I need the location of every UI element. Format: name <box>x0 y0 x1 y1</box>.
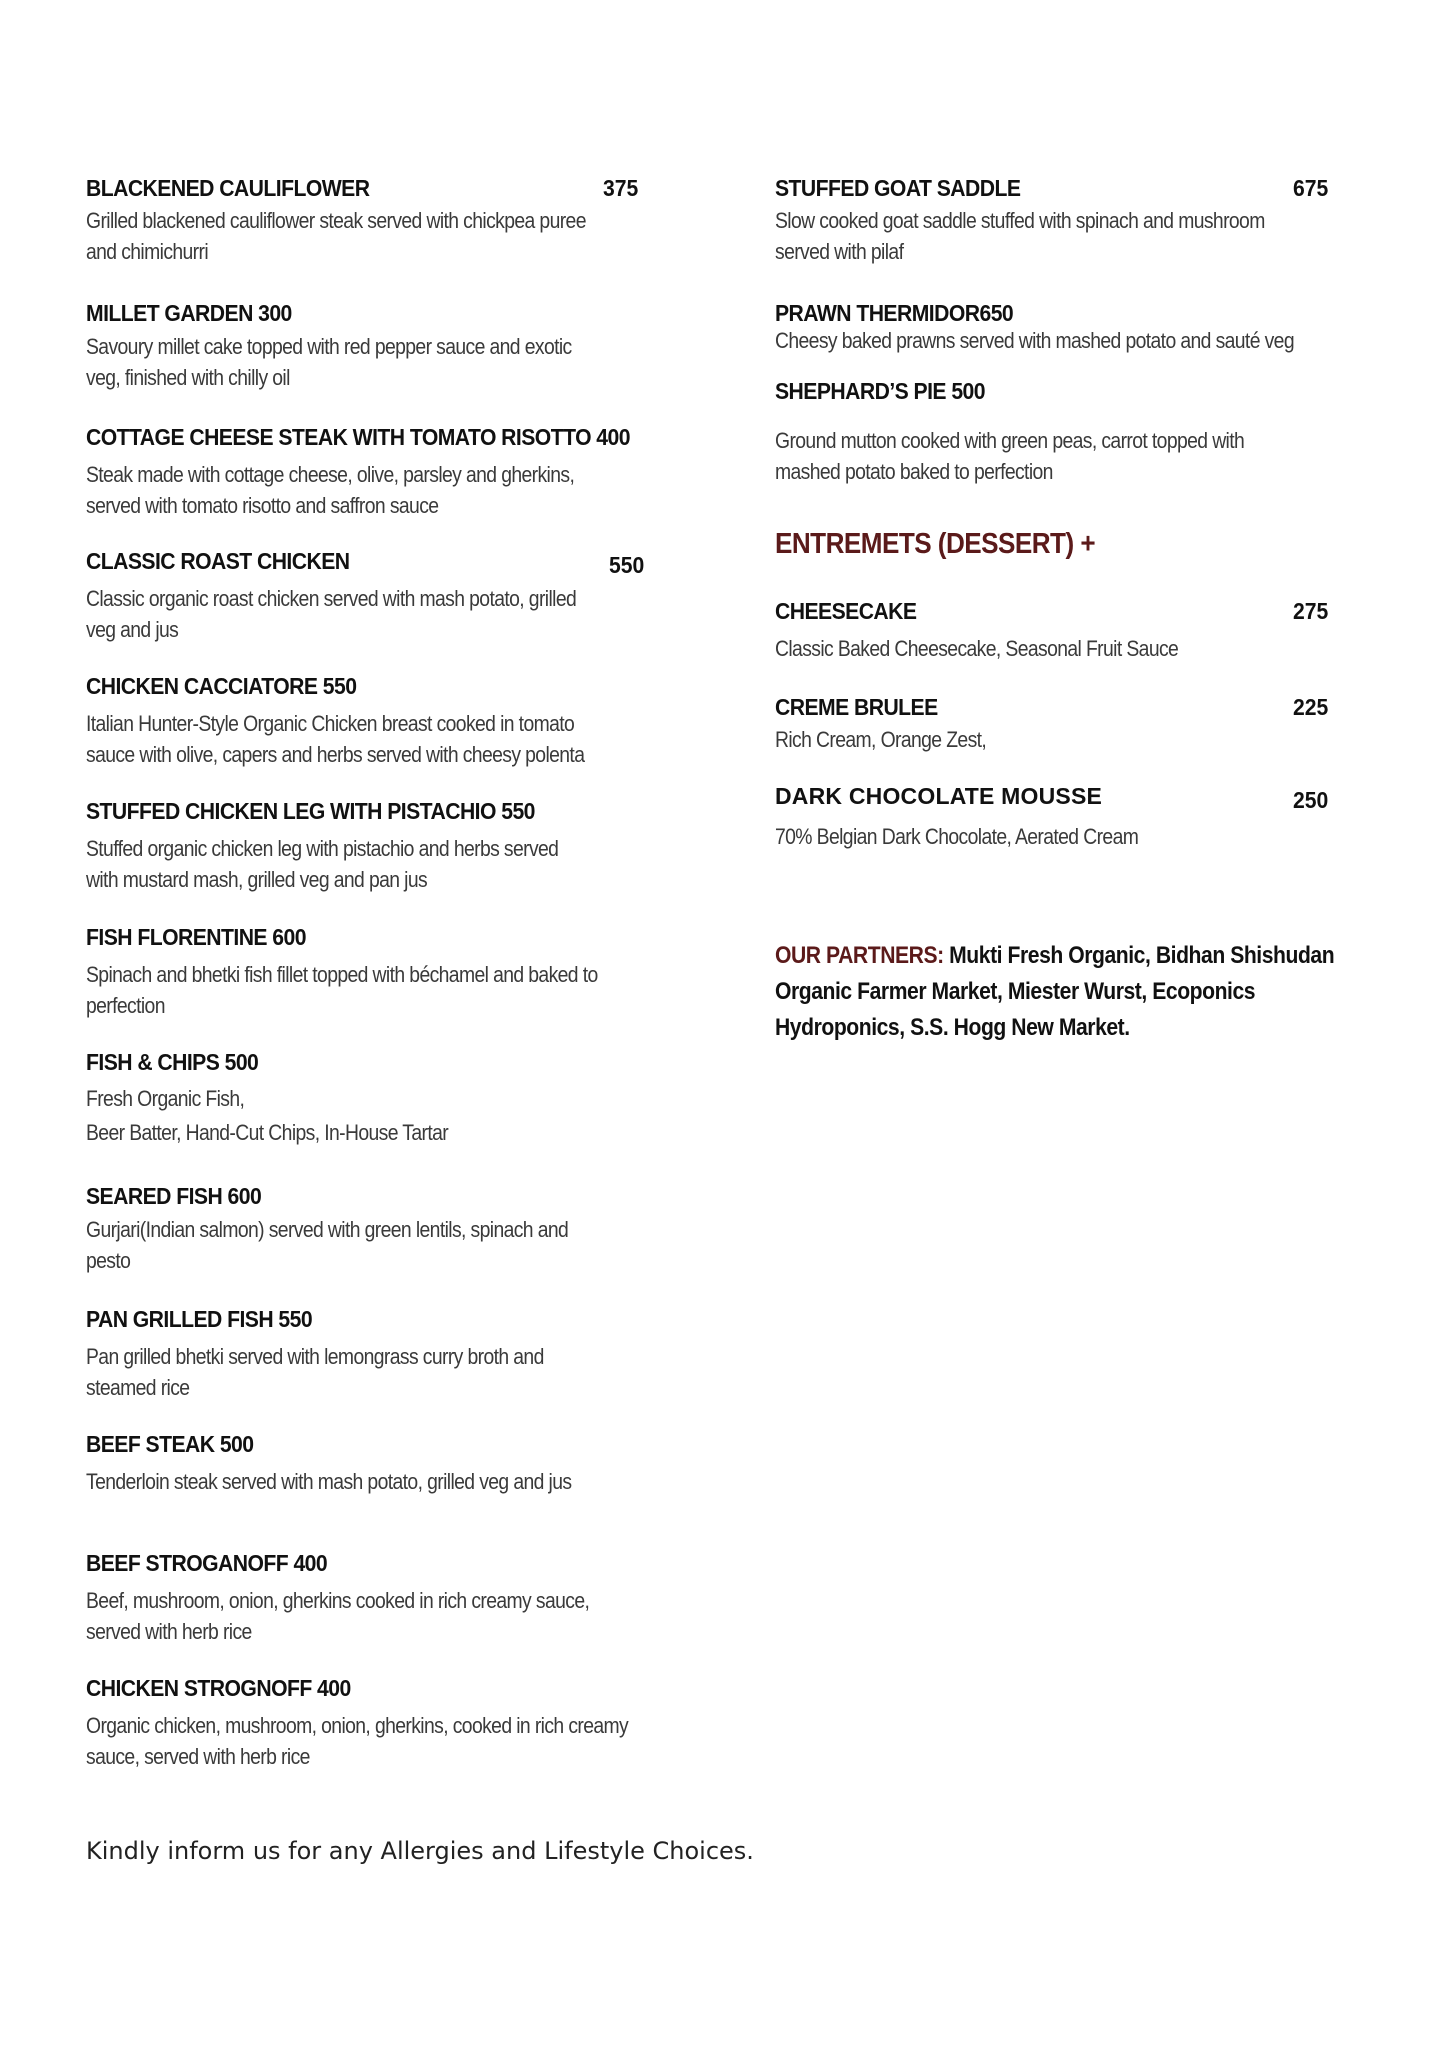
item-description: Classic organic roast chicken served with mash potato, grilled veg and jus <box>86 586 577 642</box>
item-title: PRAWN THERMIDOR650 <box>775 300 1014 326</box>
item-title: FISH & CHIPS 500 <box>86 1049 259 1075</box>
item-title: SEARED FISH 600 <box>86 1183 262 1209</box>
item-description: Rich Cream, Orange Zest, <box>775 727 987 752</box>
item-description: Spinach and bhetki fish fillet topped with béchamel and baked to perfection <box>86 962 598 1018</box>
item-title: CREME BRULEE <box>775 694 938 720</box>
item-description: Slow cooked goat saddle stuffed with spinach and mushroom served with pilaf <box>775 208 1265 264</box>
item-price: 375 <box>603 175 639 201</box>
item-description: Organic chicken, mushroom, onion, gherkins, cooked in rich creamy sauce, served with herb rice <box>86 1713 629 1769</box>
item-title: BLACKENED CAULIFLOWER <box>86 175 370 201</box>
partners-label: OUR PARTNERS: <box>775 942 944 969</box>
item-title: COTTAGE CHEESE STEAK WITH TOMATO RISOTTO 400 <box>86 424 630 450</box>
item-description: Cheesy baked prawns served with mashed potato and sauté veg <box>775 328 1294 353</box>
item-description: Classic Baked Cheesecake, Seasonal Fruit Sauce <box>775 636 1179 661</box>
item-description: Pan grilled bhetki served with lemongrass curry broth and steamed rice <box>86 1344 544 1400</box>
allergy-note: Kindly inform us for any Allergies and Lifestyle Choices. <box>86 1837 754 1865</box>
item-title: FISH FLORENTINE 600 <box>86 924 306 950</box>
item-title: CLASSIC ROAST CHICKEN <box>86 548 350 574</box>
item-title: BEEF STROGANOFF 400 <box>86 1550 328 1576</box>
item-description: Beef, mushroom, onion, gherkins cooked in rich creamy sauce, served with herb rice <box>86 1588 590 1644</box>
partners-note <box>775 938 1382 1046</box>
item-description: Grilled blackened cauliflower steak served with chickpea puree and chimichurri <box>86 208 586 264</box>
item-description: Ground mutton cooked with green peas, carrot topped with mashed potato baked to perfection <box>775 428 1245 484</box>
partners-list: Mukti Fresh Organic, Bidhan Shishudan Organic Farmer Market, Miester Wurst, Ecoponics Hydroponics, S.S. Hogg New Market. <box>775 942 1335 1041</box>
item-title: CHICKEN CACCIATORE 550 <box>86 673 357 699</box>
item-description: 70% Belgian Dark Chocolate, Aerated Cream <box>775 824 1139 849</box>
item-price: 275 <box>1293 598 1329 624</box>
item-price: 225 <box>1293 694 1329 720</box>
item-title: BEEF STEAK 500 <box>86 1431 254 1457</box>
item-description: Steak made with cottage cheese, olive, parsley and gherkins, served with tomato risotto and saffron sauce <box>86 462 575 518</box>
item-description: Fresh Organic Fish, Beer Batter, Hand-Cut Chips, In-House Tartar <box>86 1086 449 1145</box>
item-title: SHEPHARD’S PIE 500 <box>775 378 985 404</box>
item-title: CHICKEN STROGNOFF 400 <box>86 1675 351 1701</box>
item-title: STUFFED CHICKEN LEG WITH PISTACHIO 550 <box>86 798 535 824</box>
item-description: Gurjari(Indian salmon) served with green lentils, spinach and pesto <box>86 1217 569 1273</box>
item-description: Italian Hunter-Style Organic Chicken breast cooked in tomato sauce with olive, capers and herbs served with cheesy polenta <box>86 711 585 767</box>
item-price: 675 <box>1293 175 1329 201</box>
item-price: 250 <box>1293 787 1329 813</box>
dessert-section-heading: ENTREMETS (DESSERT) + <box>775 528 1096 560</box>
item-description: Savoury millet cake topped with red pepper sauce and exotic veg, finished with chilly oil <box>86 334 572 390</box>
item-description: Tenderloin steak served with mash potato, grilled veg and jus <box>86 1469 572 1494</box>
item-price: 550 <box>609 552 645 578</box>
item-title: DARK CHOCOLATE MOUSSE <box>775 783 1103 809</box>
item-title: STUFFED GOAT SADDLE <box>775 175 1021 201</box>
item-title: PAN GRILLED FISH 550 <box>86 1306 313 1332</box>
item-description: Stuffed organic chicken leg with pistachio and herbs served with mustard mash, grilled veg and pan jus <box>86 836 559 892</box>
item-title: CHEESECAKE <box>775 598 917 624</box>
item-title: MILLET GARDEN 300 <box>86 300 292 326</box>
